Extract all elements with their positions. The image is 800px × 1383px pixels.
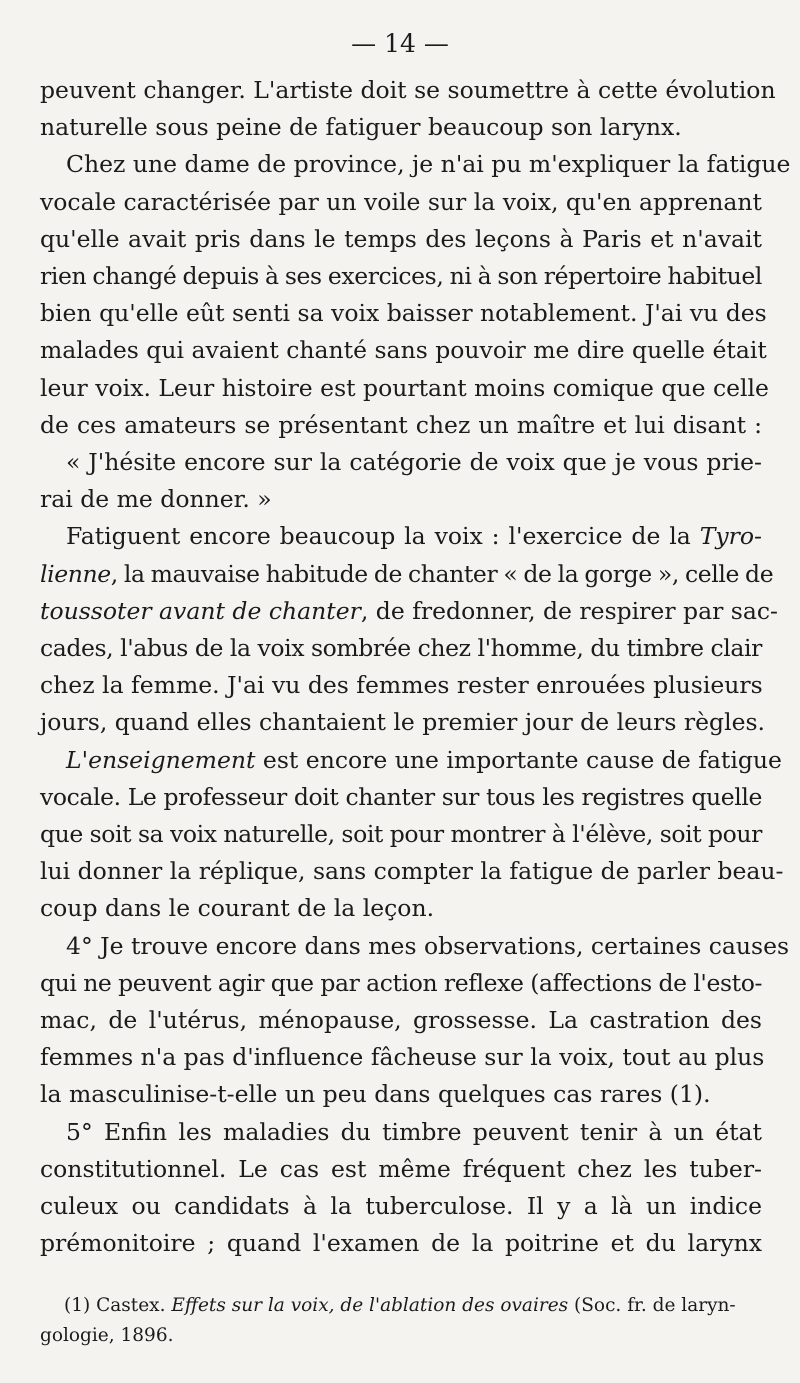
italic-run: Tyro- <box>699 522 762 551</box>
text-line: 4° Je trouve encore dans mes observations, certaines causes <box>66 931 790 960</box>
text-line <box>40 518 762 555</box>
text-line: peuvent changer. L'artiste doit se soumettre à cette évolution <box>40 76 776 104</box>
text-line: femmes n'a pas d'influence fâcheuse sur la voix, tout au plus <box>40 1043 765 1072</box>
text-line: que soit sa voix naturelle, soit pour montrer à l'élève, soit pour <box>40 820 762 849</box>
text-line <box>40 556 774 593</box>
text-line: coup dans le courant de la leçon. <box>40 894 435 923</box>
footnote-source: (Soc. fr. de laryn- <box>568 1295 736 1316</box>
footnote-line: gologie, 1896. <box>40 1325 174 1346</box>
italic-run: lienne <box>40 559 111 588</box>
footnote-author: Castex. <box>96 1295 172 1316</box>
page-number: — 14 — <box>351 29 449 58</box>
text-line: la masculinise-t-elle un peu dans quelques cas rares (1). <box>40 1080 711 1109</box>
text-run: Fatiguent encore beaucoup la voix : l'exercice de la <box>66 522 700 551</box>
text-line: leur voix. Leur histoire est pourtant moins comique que celle <box>40 373 769 402</box>
italic-run: L'enseignement <box>66 745 256 774</box>
text-line: mac, de l'utérus, ménopause, grossesse. La castration des <box>40 1006 762 1035</box>
footnote-line <box>40 1291 762 1321</box>
text-line: vocale. Le professeur doit chanter sur tous les registres quelle <box>40 782 762 811</box>
text-line: Chez une dame de province, je n'ai pu m'expliquer la fatigue <box>66 150 791 179</box>
text-line: de ces amateurs se présentant chez un maître et lui disant : <box>40 410 762 439</box>
text-line: culeux ou candidats à la tuberculose. Il y a là un indice <box>40 1192 762 1221</box>
text-line: lui donner la réplique, sans compter la fatigue de parler beau- <box>40 857 784 886</box>
text-run: , de fredonner, de respirer par sac- <box>360 596 778 625</box>
text-run: est encore une importante cause de fatigue <box>255 745 782 774</box>
text-line: constitutionnel. Le cas est même fréquent chez les tuber- <box>40 1154 762 1183</box>
text-line: bien qu'elle eût senti sa voix baisser notablement. J'ai vu des <box>40 299 767 328</box>
text-line: rai de me donner. » <box>40 485 272 514</box>
text-line: malades qui avaient chanté sans pouvoir me dire quelle était <box>40 336 767 365</box>
text-line <box>40 593 778 630</box>
text-line: chez la femme. J'ai vu des femmes rester enrouées plusieurs <box>40 671 763 700</box>
text-line: qu'elle avait pris dans le temps des leçons à Paris et n'avait <box>40 224 762 253</box>
text-line: prémonitoire ; quand l'examen de la poitrine et du larynx <box>40 1229 762 1258</box>
footnote-title: Effets sur la voix, de l'ablation des ovaires <box>171 1295 569 1316</box>
text-run: , la mauvaise habitude de chanter « de la gorge », celle de <box>110 559 774 588</box>
footnote-marker: (1) <box>64 1295 97 1316</box>
text-line: qui ne peuvent agir que par action reflexe (affections de l'esto- <box>40 968 762 997</box>
text-line: vocale caractérisée par un voile sur la voix, qu'en apprenant <box>40 187 762 216</box>
text-line <box>40 742 782 779</box>
text-line: cades, l'abus de la voix sombrée chez l'homme, du timbre clair <box>40 634 762 663</box>
text-line: rien changé depuis à ses exercices, ni à son répertoire habituel <box>40 262 762 291</box>
footnote <box>40 1291 762 1351</box>
italic-run: toussoter avant de chanter <box>40 596 361 625</box>
text-line: jours, quand elles chantaient le premier jour de leurs règles. <box>40 708 766 737</box>
text-line: « J'hésite encore sur la catégorie de voix que je vous prie- <box>66 448 762 477</box>
text-line: 5° Enfin les maladies du timbre peuvent tenir à un état <box>66 1117 762 1146</box>
body-text <box>40 72 791 1263</box>
text-line: naturelle sous peine de fatiguer beaucoup son larynx. <box>40 113 682 142</box>
